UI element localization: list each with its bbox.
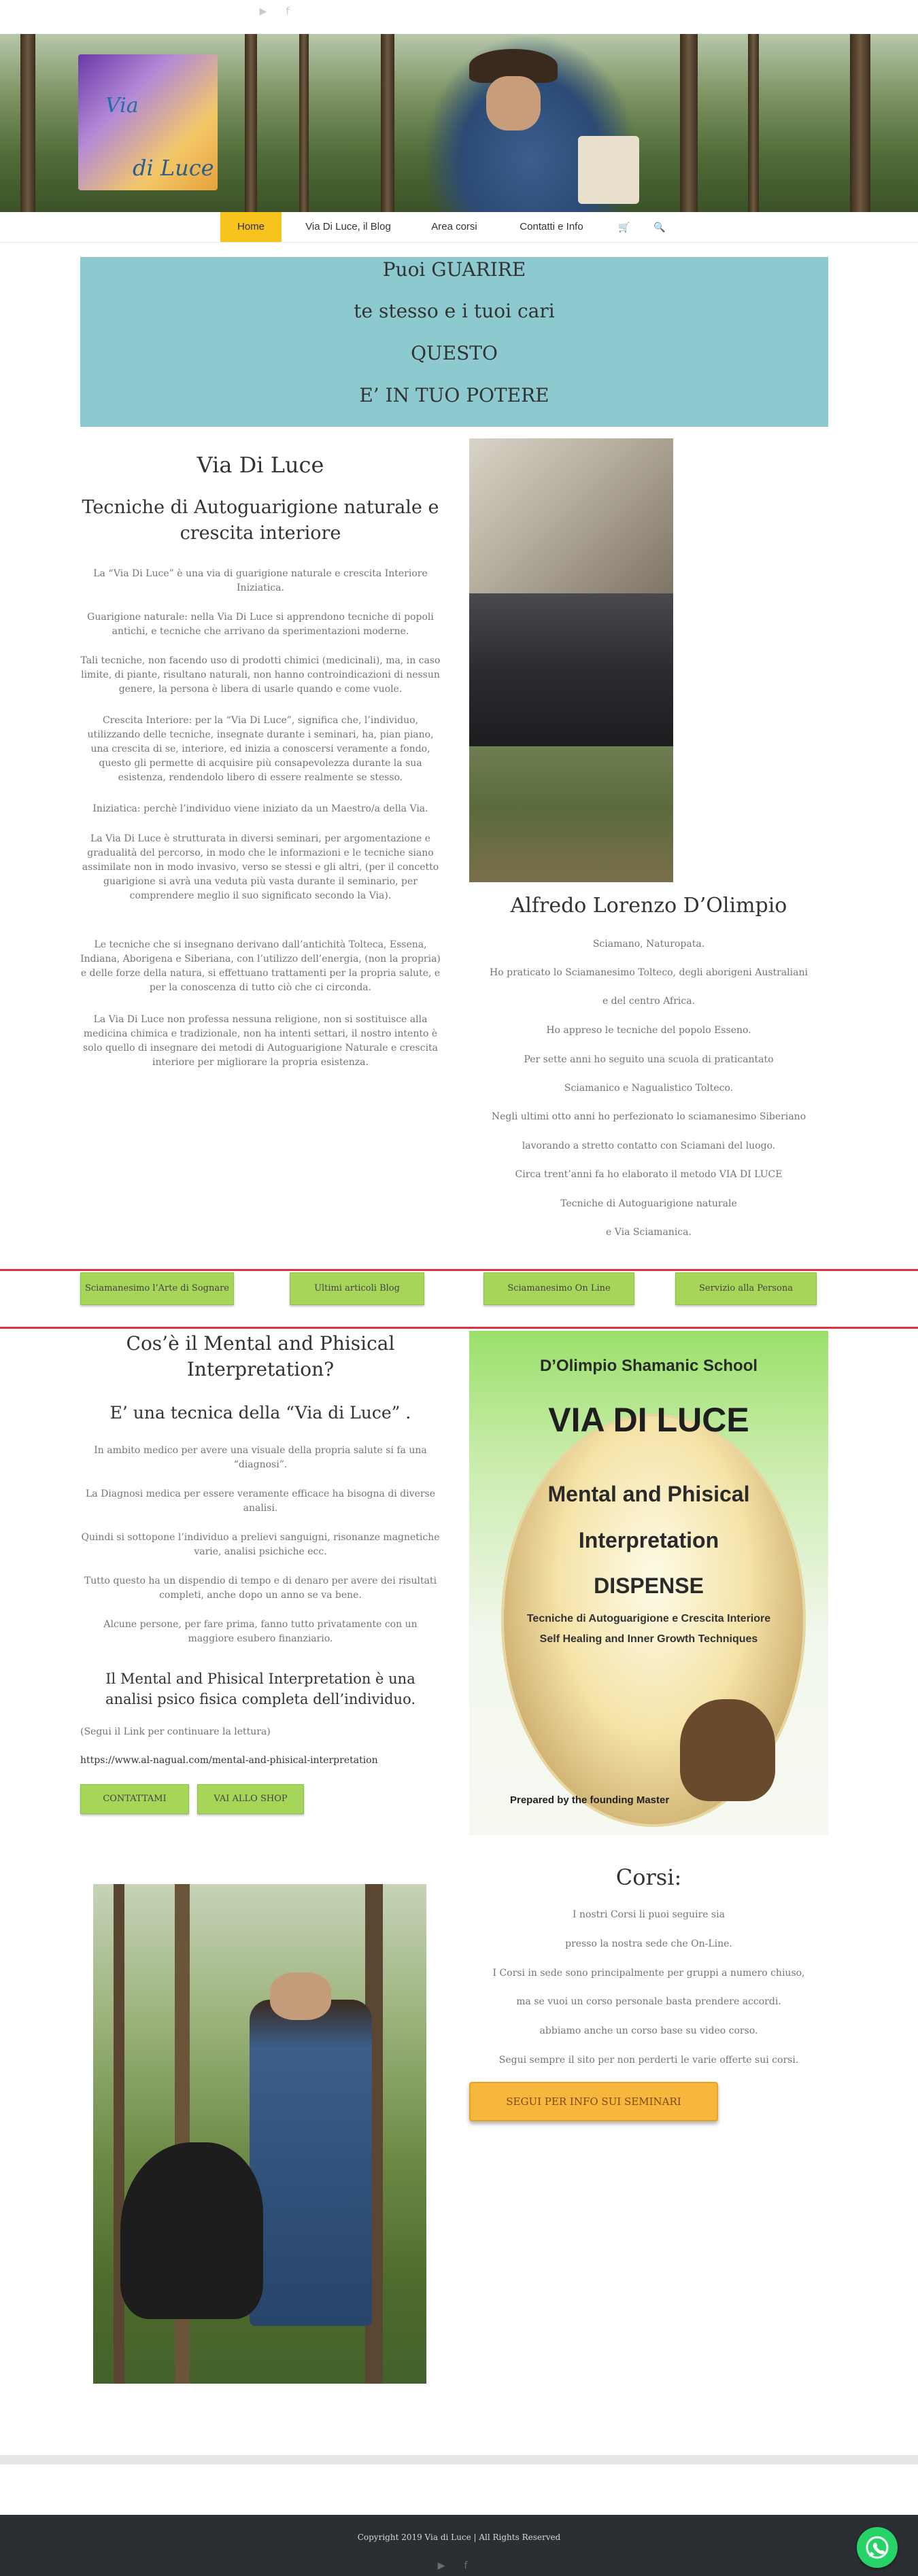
bag-shape xyxy=(578,136,639,204)
founder-line-1: Sciamano, Naturopata. xyxy=(592,939,705,950)
cart-icon[interactable]: 🛒 xyxy=(618,222,630,232)
poster-school: D’Olimpio Shamanic School xyxy=(539,1357,758,1375)
poster-line-4: Tecniche di Autoguarigione e Crescita Interiore xyxy=(526,1613,771,1624)
mental-title: Cos’è il Mental and Phisical Interpretation? xyxy=(126,1332,395,1380)
photo-treatment-2 xyxy=(469,593,673,746)
intro-paragraph-7: Le tecniche che si insegnano derivano dall’antichità Tolteca, Essena, Indiana, Aborigena e Siberiana, con l’utilizzo dell’energia, (non la propria) e delle forze della natura, si effettuano trattamenti per la propria salute, e per la conoscenza di tutto ciò che ci circonda. xyxy=(80,939,441,993)
nav-area-corsi[interactable]: Area corsi xyxy=(431,221,477,232)
banner-line-4: E’ IN TUO POTERE xyxy=(359,384,549,406)
corsi-line-2: presso la nostra sede che On-Line. xyxy=(565,1938,732,1949)
footer xyxy=(0,2515,918,2576)
intro-paragraph-8: La Via Di Luce non professa nessuna religione, non si sostituisce alla medicina chimica e tradizionale, non ha intenti settari, il nostro intento è solo quello di insegnare dei metodi di Autoguarigione Naturale e crescita interiore per migliorare la propria esistenza. xyxy=(82,1014,439,1068)
mental-paragraph-5: Alcune persone, per fare prima, fanno tutto privatamente con un maggiore esubero finanziario. xyxy=(103,1619,418,1644)
divider-top xyxy=(0,1269,918,1271)
banner-line-2: te stesso e i tuoi cari xyxy=(354,300,555,322)
banner-line-1: Puoi GUARIRE xyxy=(382,258,526,281)
mental-paragraph-4: Tutto questo ha un dispendio di tempo e di denaro per avere dei risultati completi, anche dopo un anno se va bene. xyxy=(84,1576,437,1601)
btn-sciamanesimo-sognare[interactable]: Sciamanesimo l’Arte di Sognare xyxy=(80,1272,234,1305)
corsi-title: Corsi: xyxy=(615,1864,682,1890)
intro-paragraph-3: Tali tecniche, non facendo uso di prodotti chimici (medicinali), ma, in caso limite, di piante, risultano naturali, non hanno controindicazioni di nessun genere, la persona è libera di usarle quando e come vuole. xyxy=(80,655,441,695)
footer-youtube-icon[interactable]: ▶ xyxy=(437,2560,445,2571)
btn-servizio-persona[interactable]: Servizio alla Persona xyxy=(675,1272,817,1305)
poster-line-2: Interpretation xyxy=(578,1528,719,1552)
poster-footer: Prepared by the founding Master xyxy=(510,1794,670,1806)
poster-line-3: DISPENSE xyxy=(594,1573,704,1598)
section-subtitle: Tecniche di Autoguarigione naturale e crescita interiore xyxy=(82,497,439,544)
founder-line-2: Ho praticato lo Sciamanesimo Tolteco, degli aborigeni Australiani xyxy=(490,967,808,978)
whatsapp-icon xyxy=(857,2527,898,2568)
nav-blog[interactable]: Via Di Luce, il Blog xyxy=(305,221,391,232)
divider-bottom xyxy=(0,1327,918,1329)
section-title-via-di-luce: Via Di Luce xyxy=(197,452,324,478)
top-bar xyxy=(0,0,918,34)
corsi-line-1: I nostri Corsi li puoi seguire sia xyxy=(573,1909,725,1920)
intro-paragraph-6: La Via Di Luce è strutturata in diversi seminari, per argomentazione e gradualità del percorso, in modo che le informazioni e le tecniche siano assimilate non in modo invasivo, verso se stessi e gli altri, (per il concetto guarigione si avrà una veduta più vasta durante il seminario, per comprendere meglio il suo significato secondo la Via). xyxy=(82,833,439,901)
founder-name: Alfredo Lorenzo D’Olimpio xyxy=(510,894,787,918)
whatsapp-button[interactable] xyxy=(857,2527,898,2568)
corsi-line-4: ma se vuoi un corso personale basta prendere accordi. xyxy=(516,1996,781,2007)
founder-line-8: lavorando a stretto contatto con Sciamani del luogo. xyxy=(522,1141,776,1151)
search-icon[interactable]: 🔍 xyxy=(653,222,666,232)
poster-bear-shape xyxy=(680,1699,775,1801)
corsi-line-5: abbiamo anche un corso base su video corso. xyxy=(539,2025,758,2036)
intro-paragraph-2: Guarigione naturale: nella Via Di Luce si apprendono tecniche di popoli antichi, e tecniche che arrivano da sperimentazioni moderne. xyxy=(87,612,434,637)
photo-man-with-wolf xyxy=(93,1884,426,2384)
corsi-line-3: I Corsi in sede sono principalmente per gruppi a numero chiuso, xyxy=(492,1968,805,1979)
mental-follow-note: (Segui il Link per continuare la lettura) xyxy=(80,1726,271,1737)
mental-paragraph-1: In ambito medico per avere una visuale della propria salute si fa una “diagnosi”. xyxy=(94,1445,427,1470)
intro-paragraph-1: La “Via Di Luce” è una via di guarigione naturale e crescita Interiore Iniziatica. xyxy=(93,568,428,593)
youtube-icon[interactable]: ▶ xyxy=(259,6,267,17)
founder-line-6: Sciamanico e Nagualistico Tolteco. xyxy=(564,1083,734,1094)
founder-line-7: Negli ultimi otto anni ho perfezionato lo sciamanesimo Siberiano xyxy=(491,1111,806,1122)
founder-line-10: Tecniche di Autoguarigione naturale xyxy=(560,1198,737,1209)
footer-facebook-icon[interactable]: f xyxy=(464,2560,468,2571)
banner-line-3: QUESTO xyxy=(411,342,498,364)
intro-paragraph-4: Crescita Interiore: per la “Via Di Luce”, significa che, l’individuo, utilizzando delle tecniche, insegnate durante i seminari, ha, pian piano, una crescita di se, interiore, ed inizia a conoscersi veramente a fondo, questo gli permette di acquisire più consapevolezza durante la sua esistenza, rendendolo libero di essere realmente se stesso. xyxy=(87,715,434,783)
mental-link[interactable]: https://www.al-nagual.com/mental-and-phisical-interpretation xyxy=(80,1755,378,1766)
btn-sciamanesimo-online[interactable]: Sciamanesimo On Line xyxy=(483,1272,634,1305)
poster-title: VIA DI LUCE xyxy=(548,1401,749,1439)
founder-line-4: Ho appreso le tecniche del popolo Esseno. xyxy=(546,1025,751,1036)
btn-vai-allo-shop[interactable]: VAI ALLO SHOP xyxy=(197,1784,304,1814)
poster-line-1: Mental and Phisical xyxy=(547,1482,750,1506)
btn-ultimi-articoli[interactable]: Ultimi articoli Blog xyxy=(290,1272,424,1305)
facebook-icon[interactable]: f xyxy=(286,6,290,17)
corsi-line-6: Segui sempre il sito per non perderti le varie offerte sui corsi. xyxy=(498,2055,799,2066)
mental-paragraph-2: La Diagnosi medica per essere veramente efficace ha bisogna di diverse analisi. xyxy=(85,1489,436,1514)
intro-paragraph-5: Iniziatica: perchè l’individuo viene iniziato da un Maestro/a della Via. xyxy=(92,803,428,814)
btn-contattami[interactable]: CONTATTAMI xyxy=(80,1784,189,1814)
mental-paragraph-3: Quindi si sottopone l’individuo a prelievi sanguigni, risonanze magnetiche varie, analisi psichiche ecc. xyxy=(81,1532,440,1557)
poster-line-5: Self Healing and Inner Growth Techniques xyxy=(539,1633,758,1645)
photo-man-with-dog xyxy=(469,746,673,882)
nav-home[interactable]: Home xyxy=(220,212,282,242)
footer-separator xyxy=(0,2455,918,2465)
footer-copyright: Copyright 2019 Via di Luce | All Rights Reserved xyxy=(357,2533,561,2542)
founder-line-5: Per sette anni ho seguito una scuola di praticantato xyxy=(524,1054,774,1065)
nav-contatti[interactable]: Contatti e Info xyxy=(520,221,583,232)
logo-text-via: Via xyxy=(105,94,139,118)
founder-line-11: e Via Sciamanica. xyxy=(606,1227,692,1238)
mental-subtitle: E’ una tecnica della “Via di Luce” . xyxy=(109,1403,411,1423)
mental-highlight: Il Mental and Phisical Interpretation è una analisi psico fisica completa dell’individuo. xyxy=(105,1671,416,1707)
founder-line-9: Circa trent’anni fa ho elaborato il metodo VIA DI LUCE xyxy=(515,1169,783,1180)
logo-text-di-luce: di Luce xyxy=(133,155,214,181)
photo-treatment-1 xyxy=(469,438,673,593)
founder-line-3: e del centro Africa. xyxy=(602,996,696,1007)
btn-info-seminari[interactable]: SEGUI PER INFO SUI SEMINARI xyxy=(469,2082,718,2121)
face-shape xyxy=(486,76,541,130)
